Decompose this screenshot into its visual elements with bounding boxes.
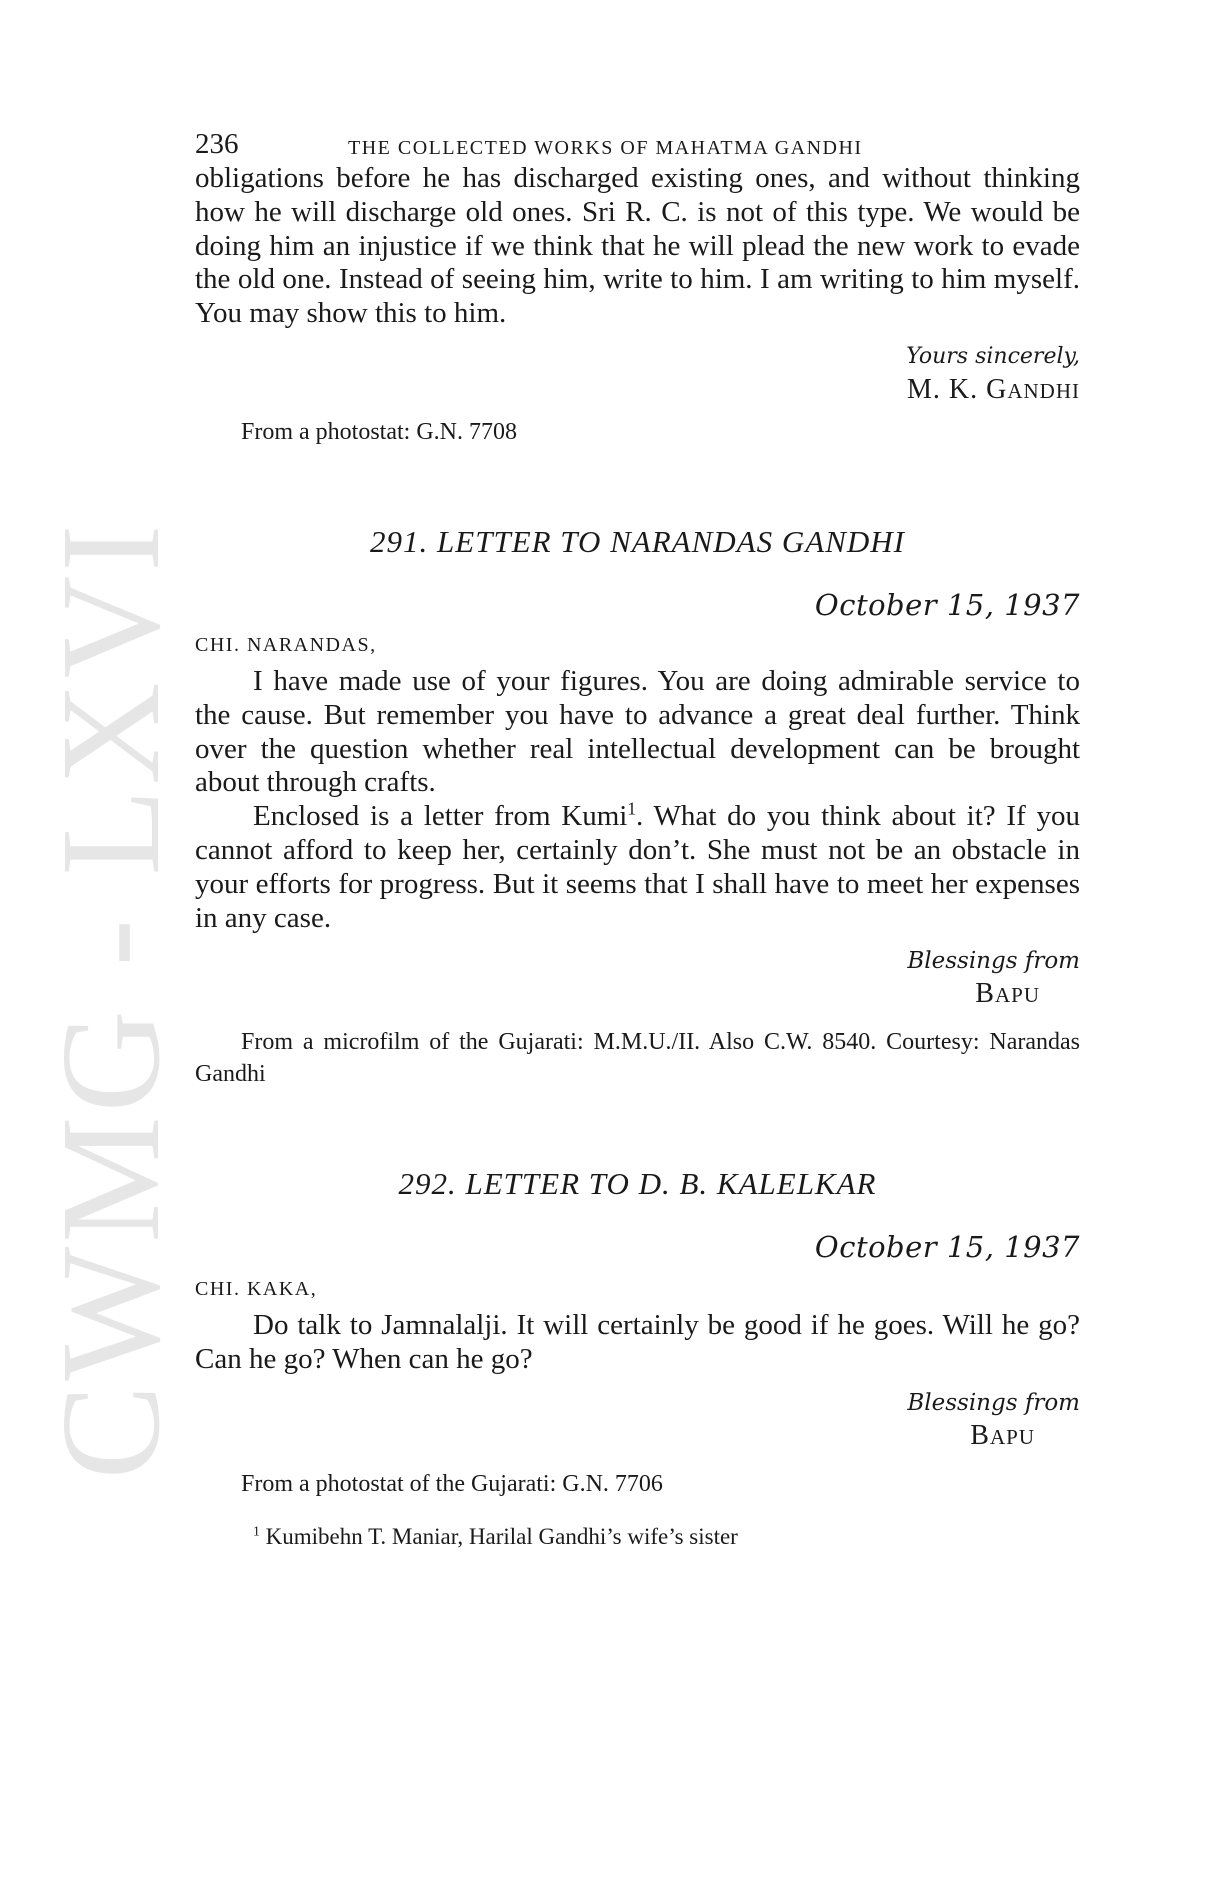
valediction: Blessings from <box>907 1389 1080 1416</box>
salutation: CHI. NARANDAS, <box>195 633 377 656</box>
source-note: From a photostat: G.N. 7708 <box>241 418 517 445</box>
watermark: CWMG - LXVI <box>31 520 189 1480</box>
continuation-closing <box>195 341 1080 408</box>
page-content <box>195 128 1080 1550</box>
footnote-marker: 1 <box>253 1523 260 1539</box>
letter-paragraph: Enclosed is a letter from Kumi$^1$. What do you think about it? If you cannot afford to keep her, certainly don’t. She must not be an obstacle in your efforts for progress. But it seems that I shall have to meet her expenses in any case. <box>195 798 1080 934</box>
letter-date: October 15, 1937 <box>814 587 1080 622</box>
page-number: 236 <box>195 128 239 160</box>
letter-date: October 15, 1937 <box>814 1230 1080 1265</box>
source-note: From a microfilm of the Gujarati: M.M.U./II. Also C.W. 8540. Courtesy: Narandas Gandhi <box>195 1029 1080 1088</box>
footnote-marker: 1 <box>627 798 637 819</box>
valediction: Yours sincerely, <box>906 343 1080 369</box>
letter-heading: 291. LETTER TO NARANDAS GANDHI <box>370 523 905 559</box>
source-note: From a photostat of the Gujarati: G.N. 7706 <box>241 1470 663 1497</box>
continuation-paragraph: obligations before he has discharged existing ones, and without thinking how he will discharge old ones. Sri R. C. is not of this type. We would be doing him an injustice if we think that he will plead the new work to evade the old one. Instead of seeing him, write to him. I am writing to him myself. You may show this to him. <box>195 162 1080 330</box>
footnote: $^1$ Kumibehn T. Maniar, Harilal Gandhi’s wife’s sister <box>253 1523 738 1549</box>
running-head <box>195 128 1080 168</box>
letter-closing <box>195 945 1080 1012</box>
salutation: CHI. KAKA, <box>195 1278 318 1301</box>
book-title: THE COLLECTED WORKS OF MAHATMA GANDHI <box>348 137 863 159</box>
signature: BAPU <box>970 1419 1035 1451</box>
letter-paragraph: I have made use of your figures. You are doing admirable service to the cause. But remember you have to advance a great deal further. Think over the question whether real intellectual development can be brought about through crafts. <box>195 664 1080 799</box>
letter-closing <box>195 1387 1080 1454</box>
valediction: Blessings from <box>907 948 1080 975</box>
letter-paragraph: Do talk to Jamnalalji. It will certainly be good if he goes. Will he go? Can he go? When can he go? <box>195 1309 1080 1376</box>
signature: BAPU <box>975 978 1040 1010</box>
signature: M. K. GANDHI <box>907 373 1080 405</box>
letter-heading: 292. LETTER TO D. B. KALELKAR <box>398 1166 877 1202</box>
